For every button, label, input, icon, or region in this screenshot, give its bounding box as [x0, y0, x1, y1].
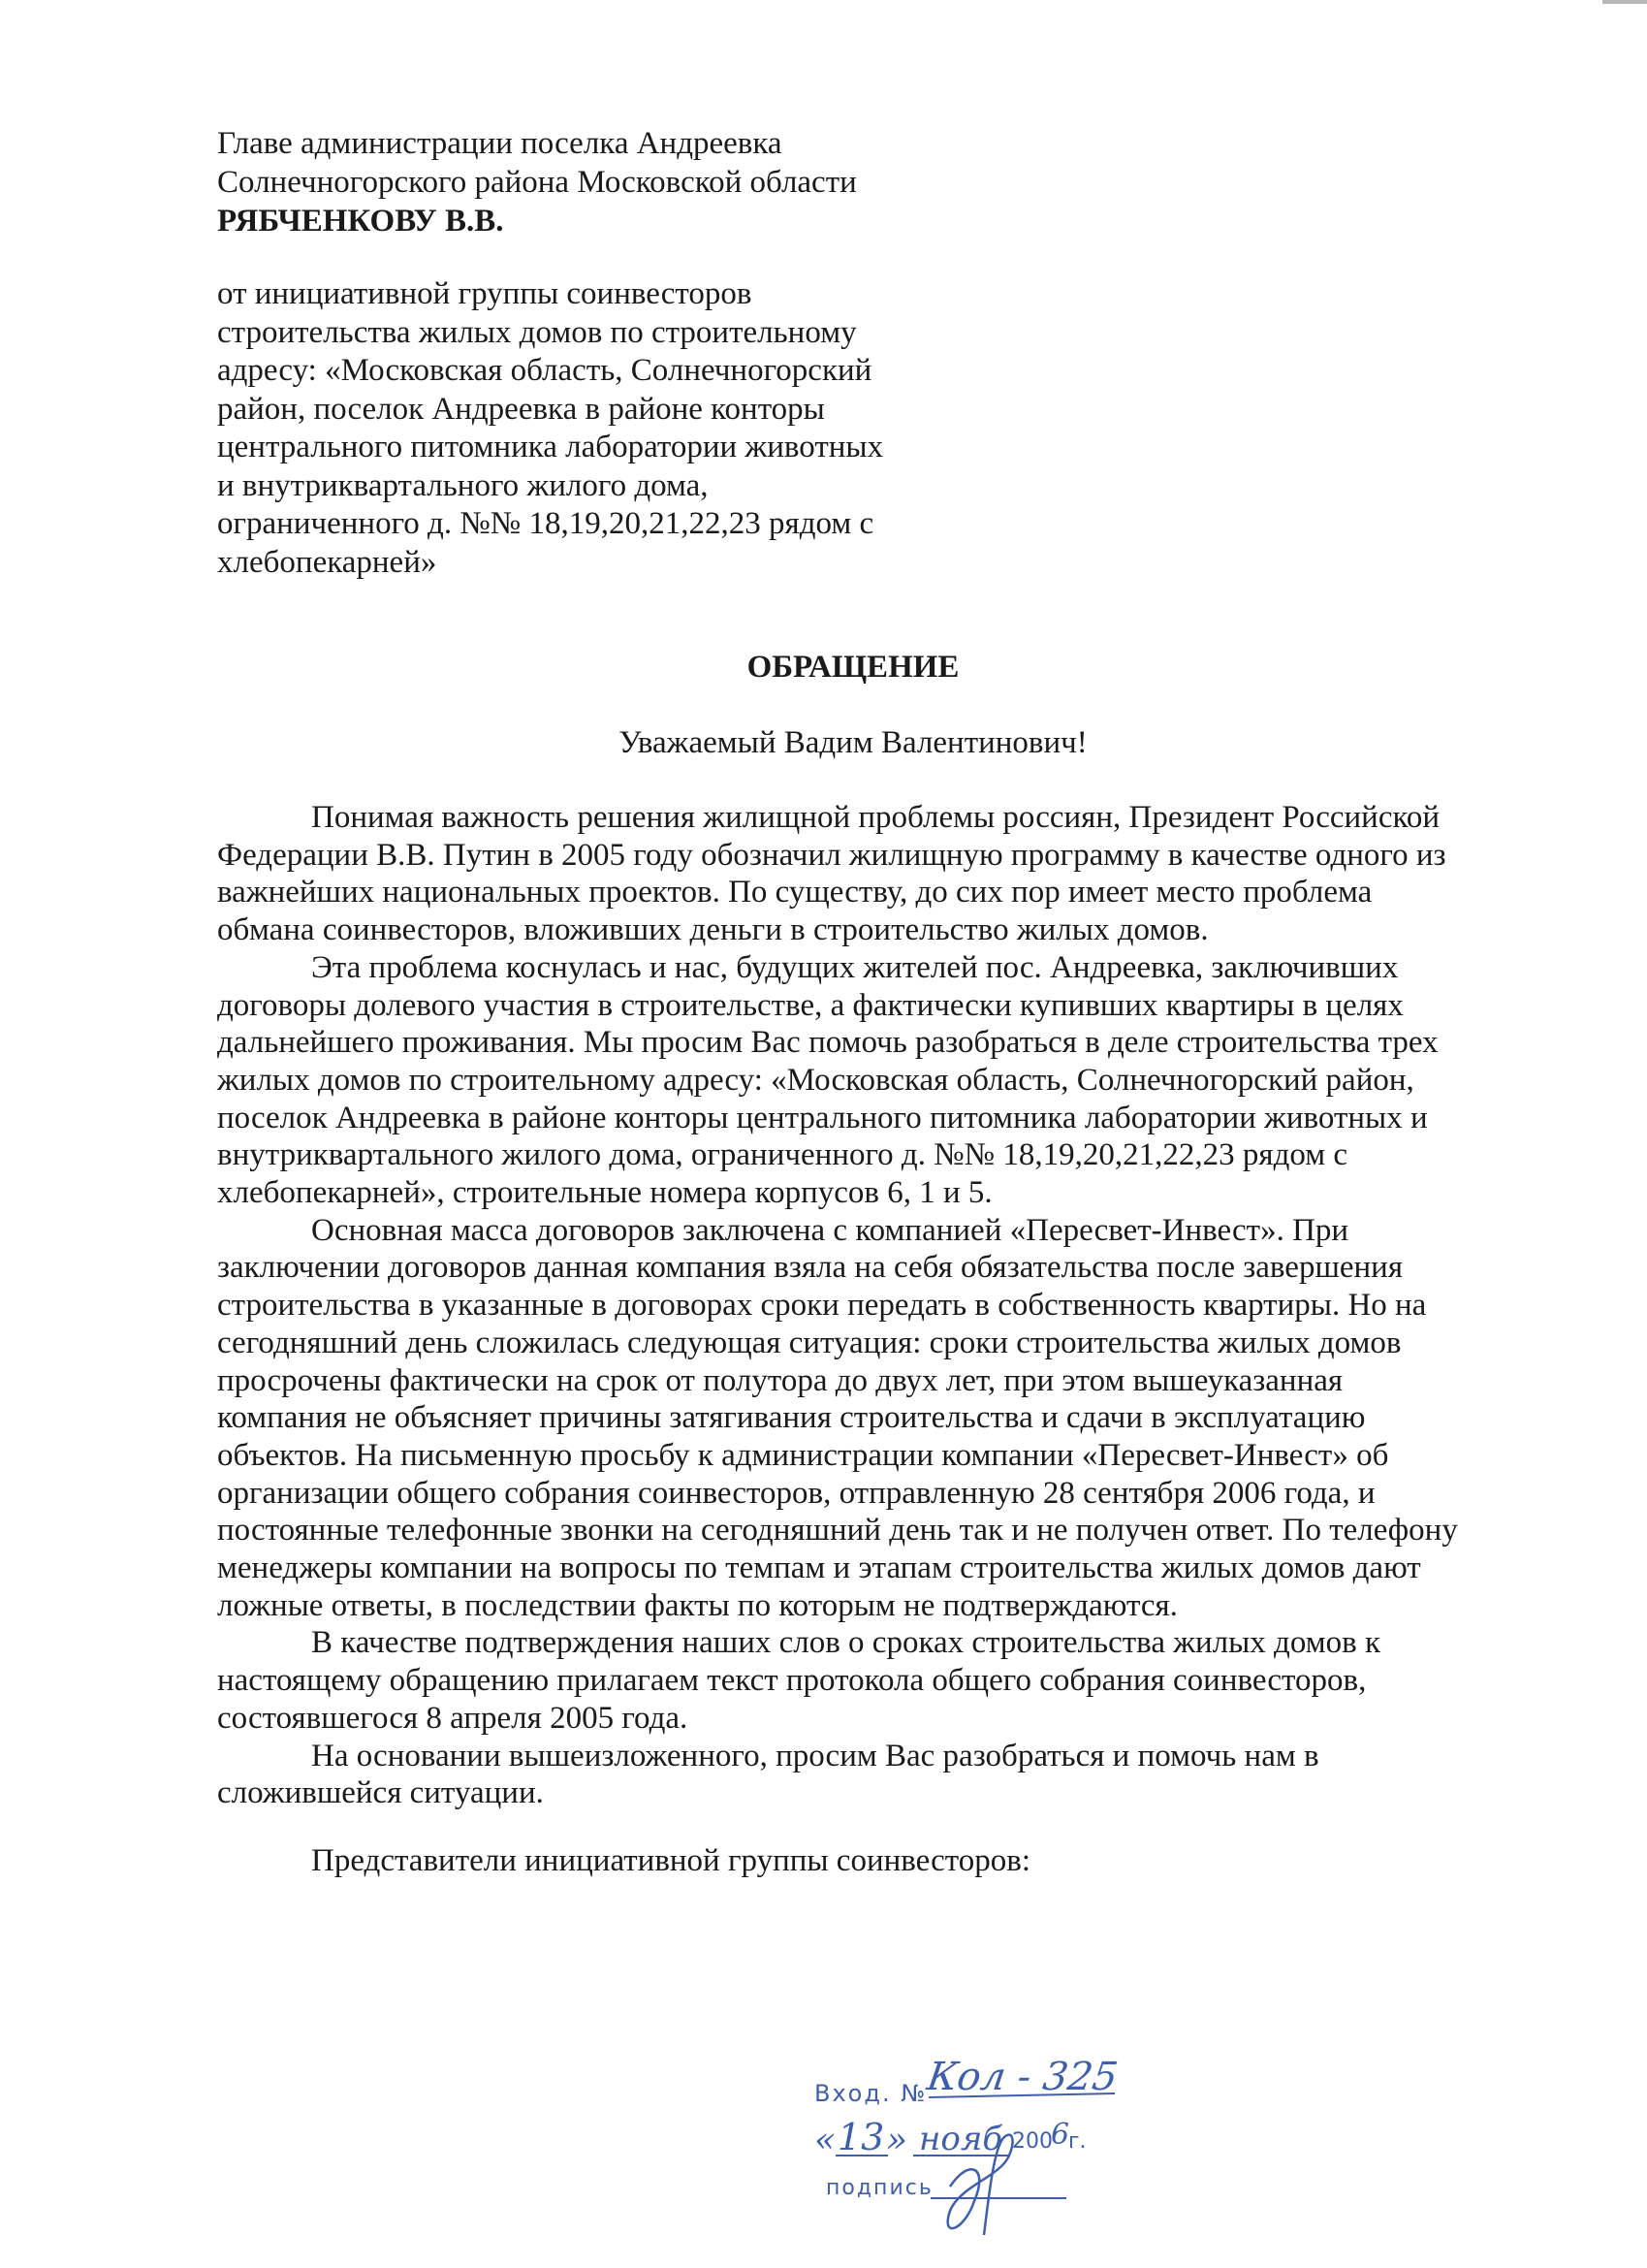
body-line: объектов. На письменную просьбу к администрации компании «Пересвет-Инвест» об: [217, 1437, 1389, 1473]
stamp-graphic: [805, 2041, 1154, 2254]
body-line: важнейших национальных проектов. По существу, до сих пор имеет место проблема: [217, 875, 1373, 910]
stamp-year-prefix: 200: [1012, 2129, 1053, 2154]
stamp-day-open: «: [814, 2121, 837, 2160]
sender-line: от инициативной группы соинвесторов: [217, 276, 752, 311]
body-line: настоящему обращению прилагаем текст протокола общего собрания соинвесторов,: [217, 1663, 1367, 1699]
body-line: Федерации В.В. Путин в 2005 году обозначил жилищную программу в качестве одного из: [217, 837, 1446, 873]
document-title: ОБРАЩЕНИЕ: [746, 650, 960, 685]
sender-block: [217, 275, 954, 582]
body-line: В качестве подтверждения наших слов о сроках строительства жилых домов к: [311, 1625, 1380, 1661]
stamp-signature-label: подпись: [826, 2176, 934, 2200]
greeting: Уважаемый Вадим Валентинович!: [618, 725, 1088, 760]
scan-edge-mark: [1602, 0, 1647, 4]
body-line: обмана соинвесторов, вложивших деньги в строительство жилых домов.: [217, 912, 1209, 948]
paragraph-4: [217, 1624, 1497, 1737]
stamp-year-suffix: 6: [1051, 2118, 1070, 2152]
sender-line: хлебопекарней»: [217, 544, 437, 580]
addressee-line: Главе администрации поселка Андреевка: [217, 126, 782, 161]
body-line: поселок Андреевка в районе конторы центрального питомника лаборатории животных и: [217, 1100, 1428, 1135]
body-line: жилых домов по строительному адресу: «Московская область, Солнечногорский район,: [217, 1062, 1414, 1098]
stamp-year-unit: г.: [1068, 2129, 1087, 2154]
body-line: организации общего собрания соинвесторов, отправленную 28 сентября 2006 года, и: [217, 1475, 1376, 1511]
body-line: постоянные телефонные звонки на сегодняшний день так и не получен ответ. По телефону: [217, 1513, 1458, 1549]
sender-line: адресу: «Московская область, Солнечногорский: [217, 353, 872, 388]
paragraph-1: [217, 799, 1497, 949]
paragraph-5: [217, 1738, 1497, 1812]
stamp-incoming-number: Кол - 325: [924, 2055, 1121, 2099]
body-line: дальнейшего проживания. Мы просим Вас помочь разобраться в деле строительства трех: [217, 1025, 1439, 1061]
body-line: менеджеры компании на вопросы по темпам и этапам строительства жилых домов дают: [217, 1550, 1421, 1586]
sender-line: центрального питомника лаборатории животных: [217, 430, 884, 464]
sender-line: и внутриквартального жилого дома,: [217, 467, 709, 503]
body-line: Основная масса договоров заключена с компанией «Пересвет-Инвест». При: [311, 1212, 1349, 1248]
body-line: внутриквартального жилого дома, ограниченного д. №№ 18,19,20,21,22,23 рядом с: [217, 1137, 1348, 1173]
addressee-block: [217, 124, 973, 240]
body-line: ложные ответы, в последствии факты по которым не подтверждаются.: [217, 1587, 1178, 1623]
stamp-month: нояб: [919, 2120, 1003, 2158]
stamp-day: 13: [838, 2116, 885, 2158]
body-line: Эта проблема коснулась и нас, будущих жителей пос. Андреевка, заключивших: [311, 949, 1399, 985]
body-line: На основании вышеизложенного, просим Вас разобраться и помочь нам в: [311, 1738, 1319, 1773]
sender-line: район, поселок Андреевка в районе конторы: [217, 391, 825, 427]
signoff-line: Представители инициативной группы соинвесторов:: [311, 1843, 1031, 1878]
body-line: сегодняшний день сложилась следующая ситуация: сроки строительства жилых домов: [217, 1325, 1402, 1360]
paragraph-3: [217, 1212, 1497, 1625]
paragraph-2: [217, 949, 1497, 1212]
incoming-stamp: [805, 2041, 1154, 2254]
body-line: Понимая важность решения жилищной проблемы россиян, Президент Российской: [311, 800, 1440, 835]
body-line: заключении договоров данная компания взяла на себя обязательства после завершения: [217, 1250, 1403, 1286]
body-text: [217, 799, 1497, 1812]
sender-line: строительства жилых домов по строительному: [217, 314, 857, 350]
stamp-day-close: »: [886, 2121, 908, 2160]
addressee-name: РЯБЧЕНКОВУ В.В.: [217, 204, 504, 239]
addressee-line: Солнечногорского района Московской области: [217, 165, 857, 200]
sender-line: ограниченного д. №№ 18,19,20,21,22,23 рядом с: [217, 506, 874, 541]
body-line: сложившейся ситуации.: [217, 1775, 544, 1811]
body-line: просрочены фактически на срок от полутора до двух лет, при этом вышеуказанная: [217, 1362, 1344, 1398]
body-line: договоры долевого участия в строительстве, а фактически купивших квартиры в целях: [217, 987, 1404, 1023]
body-line: компания не объясняет причины затягивания строительства и сдачи в эксплуатацию: [217, 1400, 1366, 1436]
body-line: хлебопекарней», строительные номера корпусов 6, 1 и 5.: [217, 1175, 993, 1211]
body-line: состоявшегося 8 апреля 2005 года.: [217, 1700, 688, 1736]
stamp-incoming-label: Вход. №: [814, 2080, 928, 2107]
body-line: строительства в указанные в договорах сроки передать в собственность квартиры. Но на: [217, 1288, 1427, 1324]
